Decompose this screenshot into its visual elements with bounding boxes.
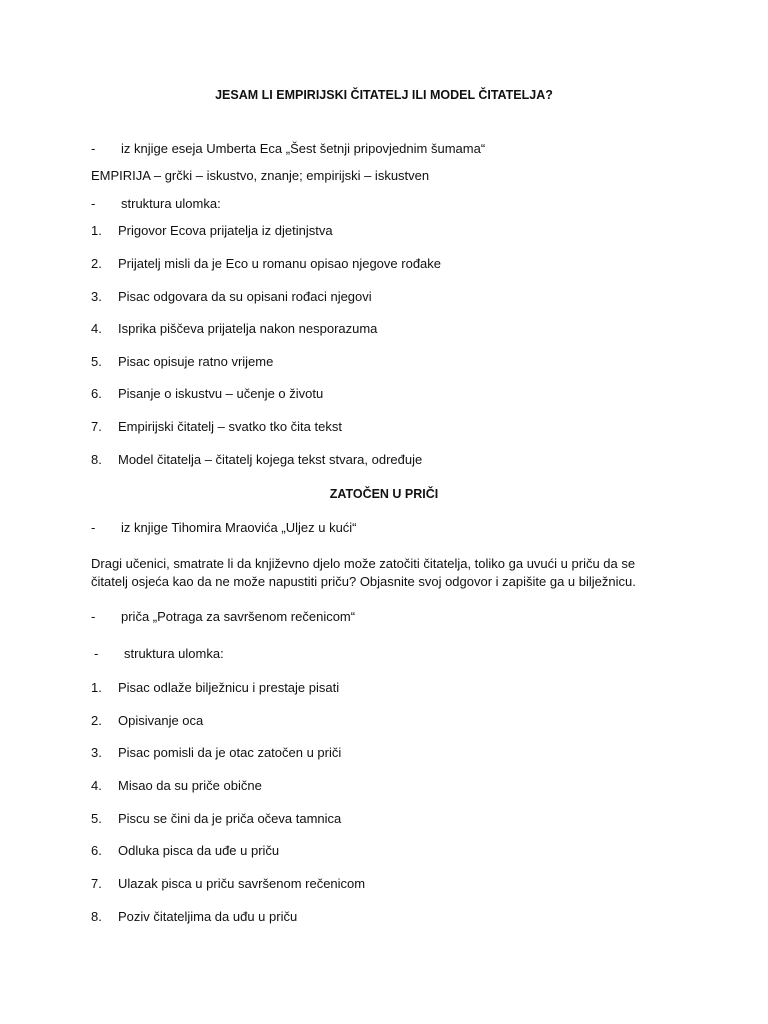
- list-number: 7.: [91, 876, 102, 891]
- list-number: 6.: [91, 386, 102, 401]
- list-text: Odluka pisca da uđe u priču: [118, 843, 280, 858]
- section1-list-item: [91, 223, 333, 239]
- list-number: 1.: [91, 680, 102, 695]
- section1-list-item: [91, 256, 441, 272]
- list-text: Empirijski čitatelj – svatko tko čita tekst: [118, 419, 342, 434]
- section2-question-line2: čitatelj osjeća kao da ne može napustiti priču? Objasnite svoj odgovor i zapišite ga u bilježnicu.: [91, 574, 636, 589]
- section1-source: iz knjige eseja Umberta Eca „Šest šetnji pripovjednim šumama“: [121, 141, 486, 156]
- section2-list-item: [91, 713, 203, 729]
- list-number: 2.: [91, 256, 102, 271]
- list-number: 2.: [91, 713, 102, 728]
- list-text: Pisac odlaže bilježnicu i prestaje pisati: [118, 680, 340, 695]
- list-text: Isprika piščeva prijatelja nakon nesporazuma: [118, 321, 378, 336]
- dash-marker: -: [94, 646, 99, 661]
- section1-source-line: [91, 141, 485, 157]
- section2-story: priča „Potraga za savršenom rečenicom“: [121, 609, 356, 624]
- dash-marker: -: [91, 141, 96, 156]
- section1-structure-label: struktura ulomka:: [121, 196, 221, 211]
- list-text: Pisanje o iskustvu – učenje o životu: [118, 386, 324, 401]
- list-text: Ulazak pisca u priču savršenom rečenicom: [118, 876, 366, 891]
- section1-list-item: [91, 419, 342, 435]
- list-text: Opisivanje oca: [118, 713, 204, 728]
- dash-marker: -: [91, 520, 96, 535]
- list-number: 7.: [91, 419, 102, 434]
- list-number: 3.: [91, 289, 102, 304]
- section2-structure-line: [94, 646, 224, 662]
- list-number: 1.: [91, 223, 102, 238]
- section2-list-item: [91, 876, 365, 892]
- list-number: 4.: [91, 778, 102, 793]
- dash-marker: -: [91, 196, 96, 211]
- section1-structure-line: [91, 196, 221, 212]
- dash-marker: -: [91, 609, 96, 624]
- list-text: Piscu se čini da je priča očeva tamnica: [118, 811, 342, 826]
- section1-definition: EMPIRIJA – grčki – iskustvo, znanje; empirijski – iskustven: [91, 168, 430, 183]
- list-text: Prijatelj misli da je Eco u romanu opisao njegove rođake: [118, 256, 442, 271]
- list-text: Poziv čitateljima da uđu u priču: [118, 909, 298, 924]
- list-text: Prigovor Ecova prijatelja iz djetinjstva: [118, 223, 333, 238]
- section1-list-item: [91, 386, 323, 402]
- section2-source-line: [91, 520, 357, 536]
- list-text: Model čitatelja – čitatelj kojega tekst stvara, određuje: [118, 452, 423, 467]
- section1-list-item: [91, 452, 422, 468]
- section2-list-item: [91, 745, 341, 761]
- list-number: 8.: [91, 909, 102, 924]
- list-number: 4.: [91, 321, 102, 336]
- list-number: 5.: [91, 354, 102, 369]
- list-number: 3.: [91, 745, 102, 760]
- section2-story-line: [91, 609, 355, 625]
- section1-list-item: [91, 289, 372, 305]
- section2-list-item: [91, 843, 279, 859]
- section2-source: iz knjige Tihomira Mraovića „Uljez u kući“: [121, 520, 357, 535]
- section2-title: ZATOČEN U PRIČI: [329, 487, 439, 501]
- section1-list-item: [91, 354, 273, 370]
- section2-structure-label: struktura ulomka:: [124, 646, 224, 661]
- list-text: Pisac opisuje ratno vrijeme: [118, 354, 274, 369]
- section2-question-line1: Dragi učenici, smatrate li da književno djelo može zatočiti čitatelja, toliko ga uvući u priču da se: [91, 556, 636, 571]
- section2-list-item: [91, 680, 339, 696]
- list-text: Pisac odgovara da su opisani rođaci njegovi: [118, 289, 372, 304]
- list-text: Misao da su priče obične: [118, 778, 262, 793]
- section2-list-item: [91, 811, 341, 827]
- list-number: 5.: [91, 811, 102, 826]
- section2-list-item: [91, 909, 297, 925]
- section1-title: JESAM LI EMPIRIJSKI ČITATELJ ILI MODEL ČITATELJA?: [215, 88, 553, 102]
- section2-list-item: [91, 778, 262, 794]
- list-number: 6.: [91, 843, 102, 858]
- list-number: 8.: [91, 452, 102, 467]
- section1-list-item: [91, 321, 377, 337]
- list-text: Pisac pomisli da je otac zatočen u priči: [118, 745, 342, 760]
